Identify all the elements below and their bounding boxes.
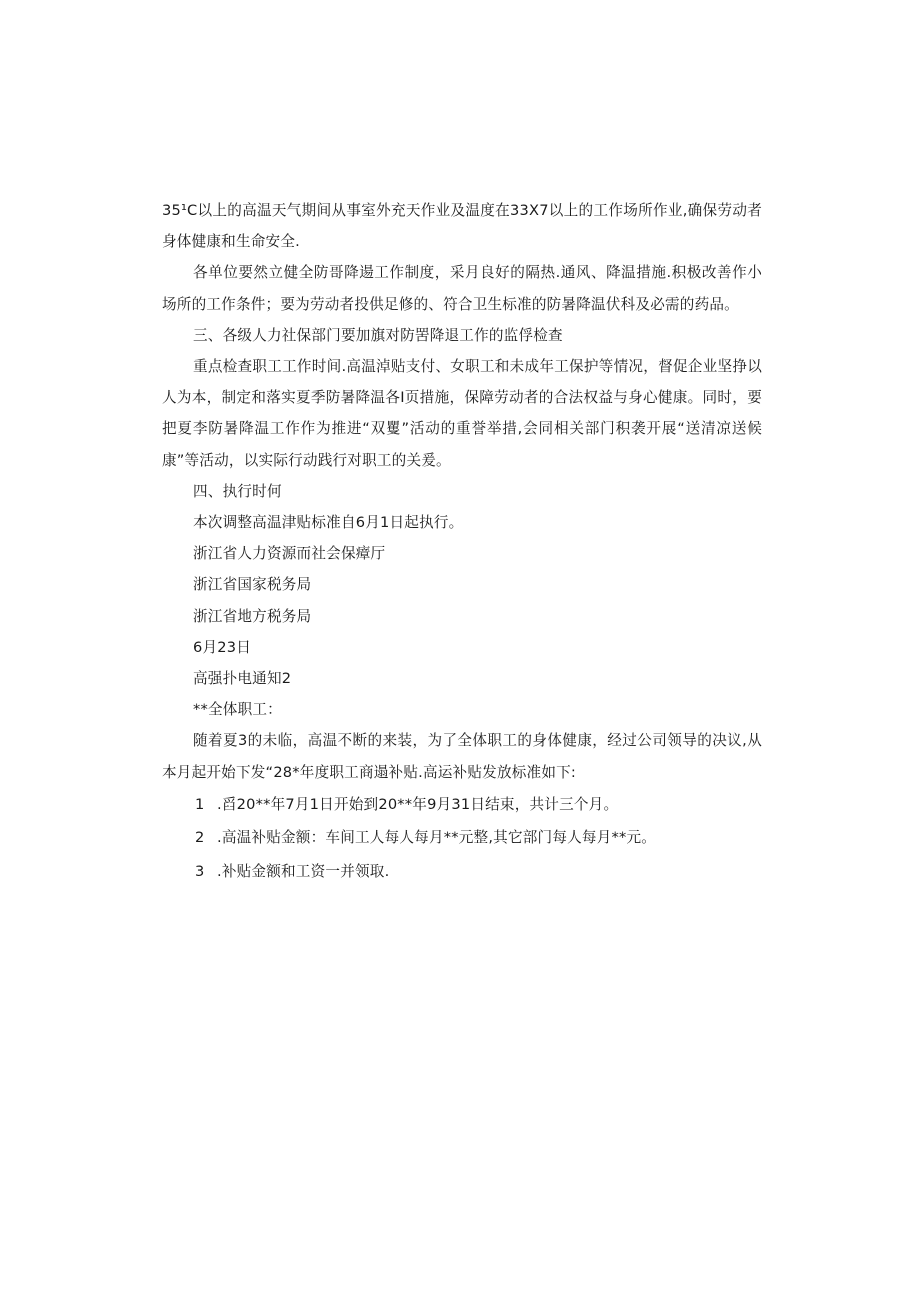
notice-salutation: **全体职工： bbox=[193, 701, 282, 719]
paragraph-cooling-measures: 各单位要然立健全防哥降逿工作制度，采月良好的隔热.通风、降温措施.积极改善作小场所的工作条件；要为劳动者投供足修的、符合卫生标准的防暑降温伏科及必需的药品。 bbox=[162, 264, 762, 313]
issuer-local-tax-bureau: 浙江省地方税务局 bbox=[193, 607, 312, 625]
list-item-text: .舀20**年7月1日开始到20**年9月31日结束，共计三个月。 bbox=[217, 795, 619, 813]
section-heading-effective-time: 四、执行时何 bbox=[193, 482, 282, 500]
list-item bbox=[162, 855, 762, 889]
list-item-text: .补贴金额和工资一并领取. bbox=[217, 862, 390, 880]
paragraph-notice-intro: 随着夏3的未临，高温不断的来装，为了全体职工的身体健康，经过公司领导的决议,从本月起开始下发“28*年度职工商遢补贴.高运补贴发放标准如下: bbox=[162, 732, 762, 781]
list-item bbox=[162, 788, 762, 822]
paragraph-effective-date: 本次调整高温津贴标准自6月1日起执行。 bbox=[193, 514, 464, 532]
list-item-number: 1 bbox=[195, 795, 205, 813]
list-item-text: .高温补贴金额：车间工人每人每月**元整,其它部门每人每月**元。 bbox=[217, 829, 657, 847]
list-item-number: 2 bbox=[195, 829, 205, 847]
notice-title: 高强扑电通知2 bbox=[193, 670, 292, 688]
list-item-number: 3 bbox=[195, 862, 205, 880]
paragraph-inspection-details: 重点检查职工工作时间.高温淖贴支付、女职工和未成年工保护等情况，督促企业坚挣以人为本，制定和落实夏季防暑降温各Ⅰ页措施，保障劳动者的合法权益与身心健康。同时，要把夏李防暑降温工作作为推进“双矍”活动的重誉举措,会同相关部门积袭开展“送清凉送候康”等活动，以实际行动践行对职工的关爰。 bbox=[162, 358, 762, 469]
paragraph-temperature-scope: 35¹C以上的高温天气期间从事室外充天作业及温度在33X7以上的工作场所作业,确保劳动者身体健康和生命安全. bbox=[162, 202, 762, 251]
document-body bbox=[162, 195, 762, 888]
section-heading-inspection: 三、各级人力社保部门要加旗对防罟降退工作的监俘检查 bbox=[193, 326, 563, 344]
issuer-hr-department: 浙江省人力资源而社会保瘴厅 bbox=[193, 545, 386, 563]
list-item bbox=[162, 821, 762, 855]
issue-date: 6月23日 bbox=[193, 638, 252, 656]
issuer-state-tax-bureau: 浙江省国家税务局 bbox=[193, 576, 312, 594]
